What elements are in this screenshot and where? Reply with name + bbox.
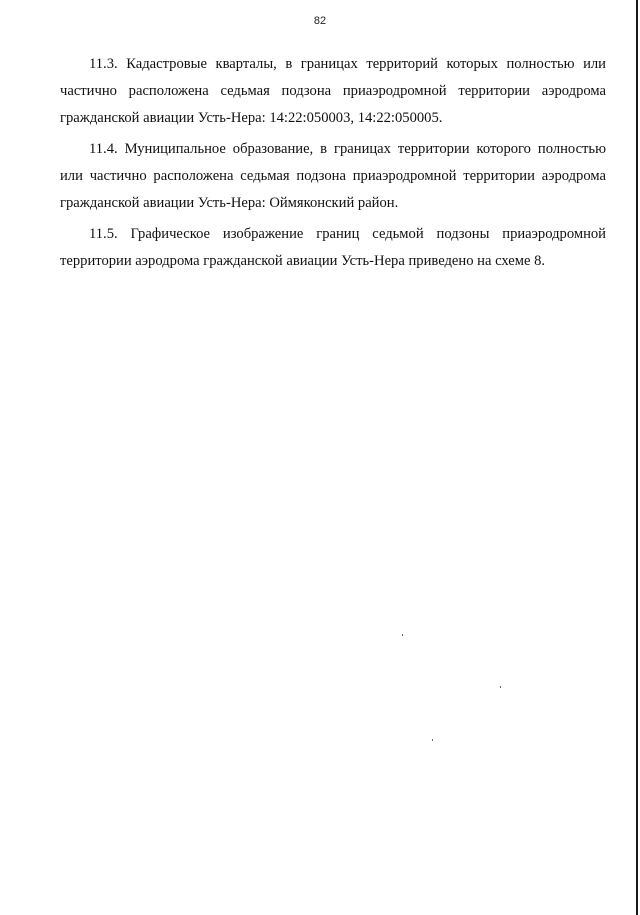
paragraph-11-3: 11.3. Кадастровые кварталы, в границах территорий которых полностью или частично расположена седьмая подзона приаэродромной территории аэродрома гражданской авиации Усть-Нера: 14:22:050003, 14:22:050005. [60, 56, 606, 126]
scan-speck [500, 686, 501, 688]
scan-speck [432, 739, 433, 741]
page-edge-shadow [636, 0, 638, 915]
paragraph-11-5: 11.5. Графическое изображение границ седьмой подзоны приаэродромной территории аэродрома гражданской авиации Усть-Нера приведено на схеме 8. [60, 226, 606, 269]
page-number: 82 [313, 15, 327, 27]
paragraph-11-4: 11.4. Муниципальное образование, в границах территории которого полностью или частично расположена седьмая подзона приаэродромной территории аэродрома гражданской авиации Усть-Нера: Оймяконский район. [60, 141, 606, 211]
document-body [60, 51, 606, 279]
scan-speck [402, 634, 403, 636]
